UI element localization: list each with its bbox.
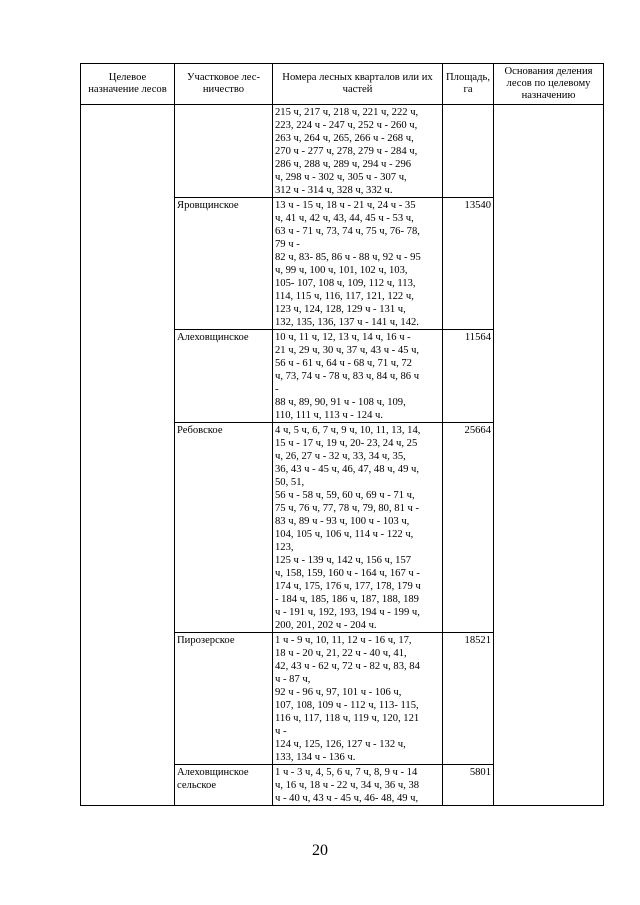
quarter-line: 116 ч, 117, 118 ч, 119 ч, 120, 121 — [275, 713, 420, 724]
quarter-line: 263 ч, 264 ч, 265, 266 ч - 268 ч, — [275, 133, 414, 144]
cell-quarters — [273, 105, 443, 198]
quarter-line: 15 ч - 17 ч, 19 ч, 20- 23, 24 ч, 25 — [275, 438, 418, 449]
quarter-line: 200, 201, 202 ч - 204 ч. — [275, 620, 377, 631]
quarter-line: ч - — [275, 726, 287, 737]
quarter-line: ч, 16 ч, 18 ч - 22 ч, 34 ч, 36 ч, 38 — [275, 780, 420, 791]
quarter-line: 63 ч - 71 ч, 73, 74 ч, 75 ч, 76- 78, — [275, 226, 420, 237]
quarter-line: ч, 158, 159, 160 ч - 164 ч, 167 ч - — [275, 568, 420, 579]
cell-forestry: Пирозерское — [175, 633, 273, 765]
quarter-line: 125 ч - 139 ч, 142 ч, 156 ч, 157 — [275, 555, 412, 566]
quarter-line: 88 ч, 89, 90, 91 ч - 108 ч, 109, — [275, 397, 406, 408]
quarter-line: 82 ч, 83- 85, 86 ч - 88 ч, 92 ч - 95 — [275, 252, 421, 263]
quarter-line: 114, 115 ч, 116, 117, 121, 122 ч, — [275, 291, 414, 302]
quarter-line: ч, 26, 27 ч - 32 ч, 33, 34 ч, 35, — [275, 451, 406, 462]
header-purpose: Целевое назначение лесов — [81, 64, 175, 105]
quarter-line: 75 ч, 76 ч, 77, 78 ч, 79, 80, 81 ч - — [275, 503, 420, 514]
quarter-line: 50, 51, — [275, 477, 305, 488]
cell-purpose — [81, 105, 175, 806]
cell-forestry — [175, 105, 273, 198]
quarter-line: 105- 107, 108 ч, 109, 112 ч, 113, — [275, 278, 416, 289]
cell-area — [443, 105, 494, 198]
cell-forestry: Яровщинское — [175, 198, 273, 330]
quarter-line: ч - 40 ч, 43 ч - 45 ч, 46- 48, 49 ч, — [275, 793, 419, 804]
quarter-line: - 184 ч, 185, 186 ч, 187, 188, 189 — [275, 594, 419, 605]
quarter-line: 174 ч, 175, 176 ч, 177, 178, 179 ч — [275, 581, 421, 592]
header-area: Площадь, га — [443, 64, 494, 105]
quarter-line: ч - 191 ч, 192, 193, 194 ч - 199 ч, — [275, 607, 420, 618]
quarter-line: 123 ч, 124, 128, 129 ч - 131 ч, — [275, 304, 406, 315]
quarter-line: 270 ч - 277 ч, 278, 279 ч - 284 ч, — [275, 146, 418, 157]
cell-forestry: Алеховщинское сельское — [175, 765, 273, 806]
quarter-line: ч, 73, 74 ч - 78 ч, 83 ч, 84 ч, 86 ч — [275, 371, 420, 382]
quarter-line: 36, 43 ч - 45 ч, 46, 47, 48 ч, 49 ч, — [275, 464, 420, 475]
quarter-line: 286 ч, 288 ч, 289 ч, 294 ч - 296 — [275, 159, 412, 170]
forest-division-table — [80, 63, 604, 806]
cell-quarters — [273, 633, 443, 765]
quarter-line: 42, 43 ч - 62 ч, 72 ч - 82 ч, 83, 84 — [275, 661, 420, 672]
quarter-line: 107, 108, 109 ч - 112 ч, 113- 115, — [275, 700, 419, 711]
quarter-line: 13 ч - 15 ч, 18 ч - 21 ч, 24 ч - 35 — [275, 200, 416, 211]
quarter-line: ч, 298 ч - 302 ч, 305 ч - 307 ч, — [275, 172, 407, 183]
header-row — [81, 64, 604, 105]
header-quarters: Номера лесных кварталов или их частей — [273, 64, 443, 105]
quarter-line: 312 ч - 314 ч, 328 ч, 332 ч. — [275, 185, 393, 196]
cell-quarters — [273, 765, 443, 806]
quarter-line: - — [275, 384, 279, 395]
quarter-line: 56 ч - 61 ч, 64 ч - 68 ч, 71 ч, 72 — [275, 358, 412, 369]
cell-quarters — [273, 423, 443, 633]
quarter-line: 83 ч, 89 ч - 93 ч, 100 ч - 103 ч, — [275, 516, 410, 527]
cell-area: 18521 — [443, 633, 494, 765]
quarter-line: 1 ч - 3 ч, 4, 5, 6 ч, 7 ч, 8, 9 ч - 14 — [275, 767, 418, 778]
quarter-line: 18 ч - 20 ч, 21, 22 ч - 40 ч, 41, — [275, 648, 407, 659]
quarter-line: 223, 224 ч - 247 ч, 252 ч - 260 ч, — [275, 120, 418, 131]
quarter-line: 215 ч, 217 ч, 218 ч, 221 ч, 222 ч, — [275, 107, 419, 118]
quarter-line: 123, — [275, 542, 294, 553]
quarter-line: 56 ч - 58 ч, 59, 60 ч, 69 ч - 71 ч, — [275, 490, 415, 501]
table-body — [81, 105, 604, 806]
quarter-line: 21 ч, 29 ч, 30 ч, 37 ч, 43 ч - 45 ч, — [275, 345, 420, 356]
cell-area: 5801 — [443, 765, 494, 806]
quarter-line: ч - 87 ч, — [275, 674, 311, 685]
quarter-line: 92 ч - 96 ч, 97, 101 ч - 106 ч, — [275, 687, 402, 698]
cell-quarters — [273, 198, 443, 330]
table-row — [81, 105, 604, 198]
quarter-line: 79 ч - — [275, 239, 300, 250]
cell-forestry: Ребовское — [175, 423, 273, 633]
quarter-line: ч, 41 ч, 42 ч, 43, 44, 45 ч - 53 ч, — [275, 213, 414, 224]
cell-basis — [494, 105, 604, 806]
cell-area: 13540 — [443, 198, 494, 330]
quarter-line: 110, 111 ч, 113 ч - 124 ч. — [275, 410, 383, 421]
cell-area: 11564 — [443, 330, 494, 423]
cell-area: 25664 — [443, 423, 494, 633]
quarter-line: 1 ч - 9 ч, 10, 11, 12 ч - 16 ч, 17, — [275, 635, 412, 646]
header-basis: Основания деления лесов по целевому назначению — [494, 64, 604, 105]
quarter-line: 104, 105 ч, 106 ч, 114 ч - 122 ч, — [275, 529, 414, 540]
cell-quarters — [273, 330, 443, 423]
quarter-line: 10 ч, 11 ч, 12, 13 ч, 14 ч, 16 ч - — [275, 332, 411, 343]
quarter-line: 124 ч, 125, 126, 127 ч - 132 ч, — [275, 739, 406, 750]
page-number: 20 — [312, 842, 328, 859]
table-header — [81, 64, 604, 105]
cell-forestry: Алеховщинское — [175, 330, 273, 423]
header-forestry: Участковое лес-ничество — [175, 64, 273, 105]
quarter-line: 133, 134 ч - 136 ч. — [275, 752, 356, 763]
quarter-line: 4 ч, 5 ч, 6, 7 ч, 9 ч, 10, 11, 13, 14, — [275, 425, 421, 436]
quarter-line: 132, 135, 136, 137 ч - 141 ч, 142. — [275, 317, 419, 328]
quarter-line: ч, 99 ч, 100 ч, 101, 102 ч, 103, — [275, 265, 408, 276]
